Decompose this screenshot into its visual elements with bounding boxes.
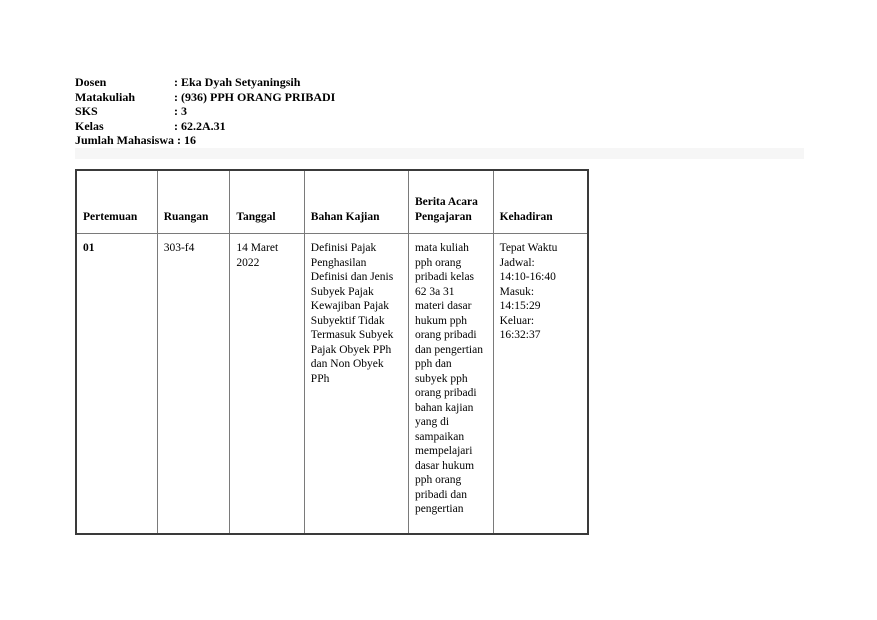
column-header-tanggal: Tanggal — [230, 170, 304, 234]
dosen-label: Dosen — [75, 75, 107, 89]
cell-berita-acara: mata kuliah pph orang pribadi kelas 62 3a 31 materi dasar hukum pph orang pribadi dan pengertian pph dan subyek pph orang pribadi bahan kajian yang di sampaikan mempelajari dasar hukum pph orang pribadi dan pengertian — [408, 234, 493, 535]
matakuliah-label: Matakuliah — [75, 89, 136, 104]
column-header-bahan-kajian: Bahan Kajian — [304, 170, 408, 234]
check-out-label: Keluar: — [499, 314, 535, 327]
cell-bahan-kajian: Definisi Pajak Penghasilan Definisi dan Jenis Subyek Pajak Kewajiban Pajak Subyektif Tidak Termasuk Subyek Pajak Obyek PPh dan Non Obyek PPh — [304, 234, 408, 535]
matakuliah-value: : (936) PPH ORANG PRIBADI — [174, 90, 335, 105]
info-row-matakuliah — [75, 90, 335, 105]
kelas-value: : 62.2A.31 — [174, 119, 226, 134]
cell-ruangan: 303-f4 — [157, 234, 230, 535]
column-header-pertemuan: Pertemuan — [76, 170, 157, 234]
kelas-label: Kelas — [75, 118, 104, 133]
attendance-status: Tepat Waktu — [499, 242, 558, 254]
column-header-kehadiran: Kehadiran — [493, 170, 588, 234]
jumlah-mahasiswa-label: Jumlah Mahasiswa — [75, 133, 175, 147]
cell-tanggal: 14 Maret 2022 — [230, 234, 304, 535]
table-header-row — [76, 170, 588, 234]
sks-label: SKS — [75, 104, 98, 118]
info-row-dosen — [75, 75, 335, 90]
info-row-sks — [75, 104, 335, 119]
dosen-value: : Eka Dyah Setyaningsih — [174, 75, 300, 90]
attendance-table — [75, 169, 589, 535]
cell-pertemuan: 01 — [76, 234, 157, 535]
table-row — [76, 234, 588, 535]
cell-kehadiran — [493, 234, 588, 535]
info-row-kelas — [75, 119, 335, 134]
info-row-jumlah-mahasiswa — [75, 133, 335, 148]
schedule-value: 14:10-16:40 — [499, 271, 556, 283]
course-info — [75, 75, 335, 148]
check-in-value: 14:15:29 — [499, 300, 541, 312]
schedule-label: Jadwal: — [499, 256, 535, 269]
divider-bar — [75, 148, 804, 159]
check-out-value: 16:32:37 — [499, 329, 541, 341]
jumlah-mahasiswa-value: : 16 — [177, 133, 196, 148]
sks-value: : 3 — [174, 104, 187, 119]
column-header-berita-acara: Berita Acara Pengajaran — [408, 170, 493, 234]
column-header-ruangan: Ruangan — [157, 170, 230, 234]
check-in-label: Masuk: — [499, 285, 535, 298]
